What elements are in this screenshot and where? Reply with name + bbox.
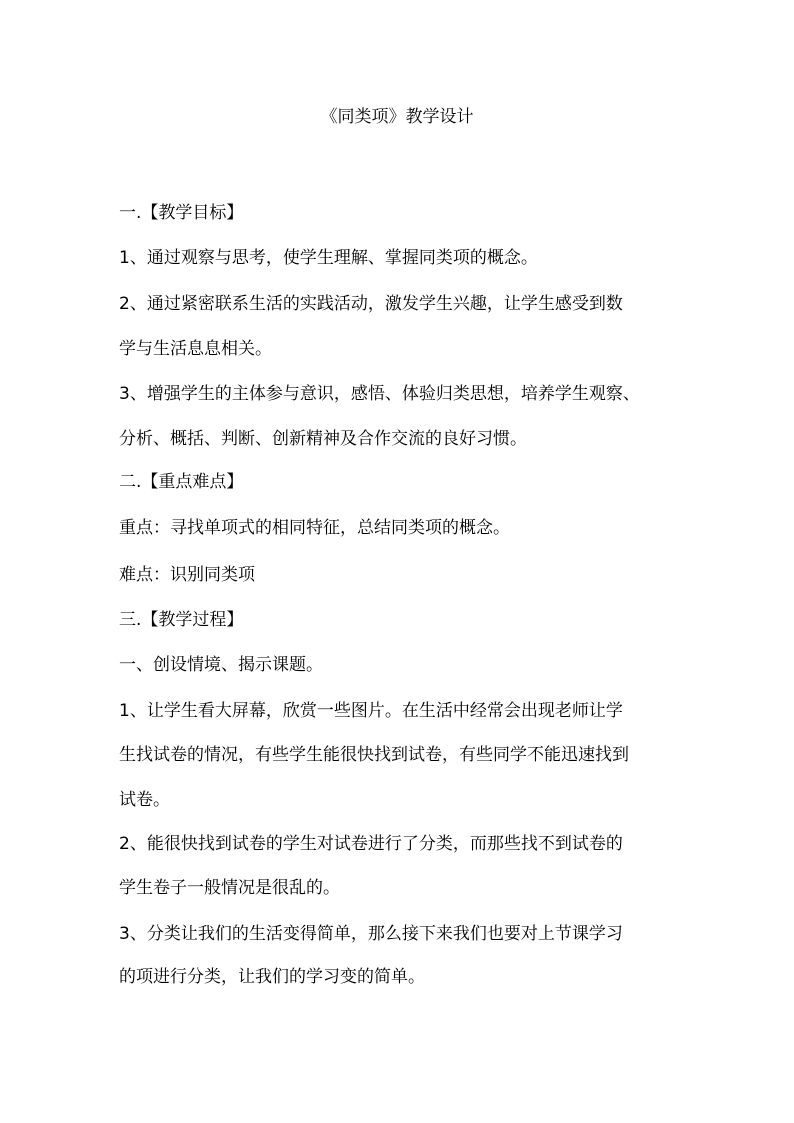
paragraph-line: 3、分类让我们的生活变得简单，那么接下来我们也要对上节课学习	[119, 924, 623, 944]
section-heading-key-points: 二.【重点难点】	[119, 472, 244, 492]
paragraph-line: 1、通过观察与思考，使学生理解、掌握同类项的概念。	[119, 248, 538, 268]
paragraph-line: 分析、概括、判断、创新精神及合作交流的良好习惯。	[119, 429, 527, 449]
paragraph-line: 2、通过紧密联系生活的实践活动，激发学生兴趣，让学生感受到数	[119, 294, 623, 314]
document-title: 《同类项》教学设计	[320, 107, 474, 127]
paragraph-line: 2、能很快找到试卷的学生对试卷进行了分类，而那些找不到试卷的	[119, 834, 623, 854]
paragraph-line: 难点：识别同类项	[119, 565, 255, 585]
section-heading-objectives: 一.【教学目标】	[119, 203, 244, 223]
section-heading-process: 三.【教学过程】	[119, 610, 244, 630]
subsection-heading: 一、创设情境、揭示课题。	[119, 655, 323, 675]
paragraph-line: 的项进行分类，让我们的学习变的简单。	[119, 967, 425, 987]
paragraph-line: 3、增强学生的主体参与意识，感悟、体验归类思想，培养学生观察、	[119, 384, 640, 404]
paragraph-line: 生找试卷的情况，有些学生能很快找到试卷，有些同学不能迅速找到	[119, 745, 629, 765]
paragraph-line: 学与生活息息相关。	[119, 339, 272, 359]
paragraph-line: 试卷。	[119, 790, 170, 810]
paragraph-line: 1、让学生看大屏幕，欣赏一些图片。在生活中经常会出现老师让学	[119, 701, 623, 721]
paragraph-line: 学生卷子一般情况是很乱的。	[119, 878, 340, 898]
paragraph-line: 重点：寻找单项式的相同特征，总结同类项的概念。	[119, 518, 510, 538]
